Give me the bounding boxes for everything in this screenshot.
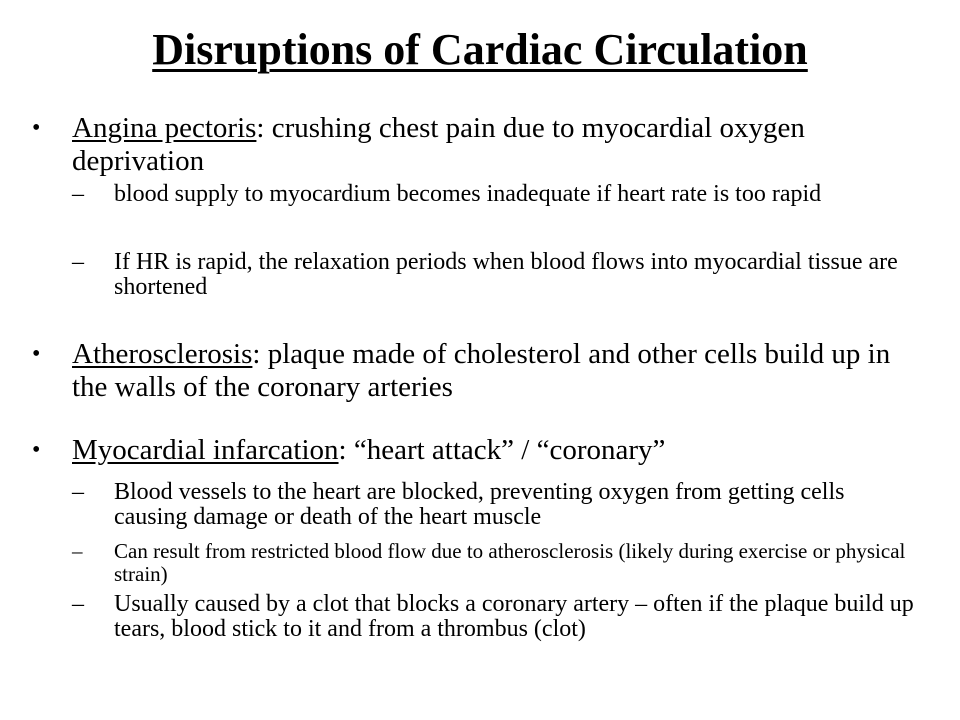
bullet-term: Myocardial infarcation (72, 434, 339, 466)
sub-bullet-text: Blood vessels to the heart are blocked, preventing oxygen from getting cells causing damage or death of the heart muscle (114, 479, 845, 530)
sub-bullet-text: blood supply to myocardium becomes inadequate if heart rate is too rapid (114, 181, 822, 207)
sub-bullet (72, 249, 914, 300)
sub-bullet (72, 181, 914, 207)
bullet-text: : plaque made of cholesterol and other cells build up in the walls of the coronary arteries (72, 338, 891, 403)
sub-bullet-text: Can result from restricted blood flow due to atherosclerosis (likely during exercise or physical strain) (114, 539, 906, 586)
sub-bullet (72, 539, 914, 586)
bullet-atherosclerosis (32, 338, 912, 404)
bullet-term: Atherosclerosis (72, 338, 253, 370)
bullet-term: Angina pectoris (72, 112, 257, 144)
slide-title: Disruptions of Cardiac Circulation (152, 25, 808, 74)
bullet-text: : “heart attack” / “coronary” (338, 434, 666, 466)
dash-marker: – (72, 479, 84, 505)
bullet-myocardial-infarcation (32, 434, 912, 467)
sub-bullet-text: If HR is rapid, the relaxation periods when blood flows into myocardial tissue are shortened (114, 249, 898, 300)
bullet-text: : crushing chest pain due to myocardial oxygen deprivation (72, 112, 805, 177)
bullet-marker: • (32, 341, 41, 367)
sub-bullet (72, 591, 914, 642)
sub-bullet-text: Usually caused by a clot that blocks a coronary artery – often if the plaque build up tears, blood stick to it and from a thrombus (clot) (114, 591, 914, 642)
sub-bullet (72, 479, 914, 530)
dash-marker: – (72, 181, 84, 207)
bullet-angina-pectoris (32, 112, 912, 178)
dash-marker: – (72, 249, 84, 275)
dash-marker: – (72, 539, 83, 563)
dash-marker: – (72, 591, 84, 617)
bullet-marker: • (32, 437, 41, 463)
bullet-marker: • (32, 115, 41, 141)
